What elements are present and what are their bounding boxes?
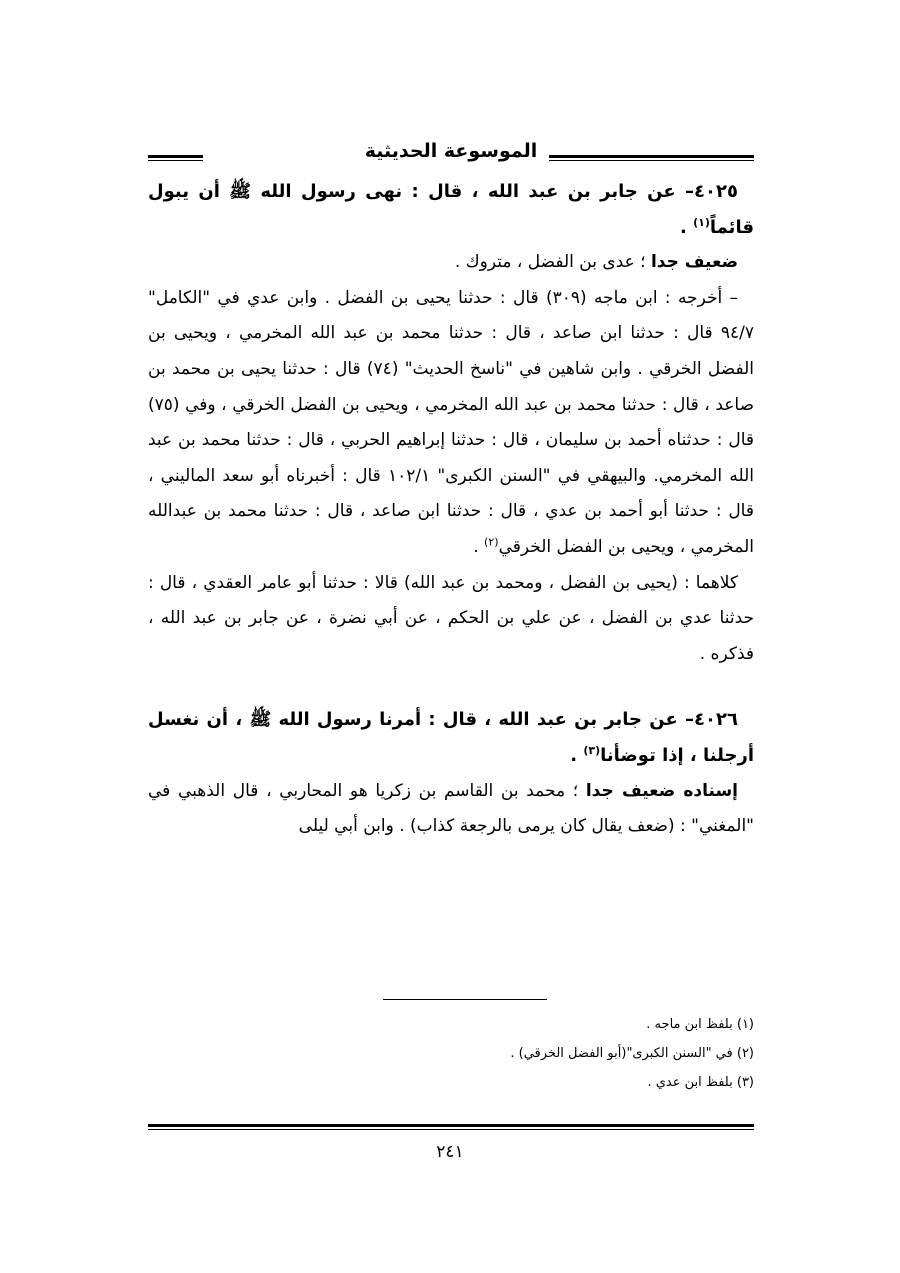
grade-4026-label: ضعيف جدا [585,780,676,801]
running-header [148,140,754,174]
book-title: الموسوعة الحديثية [353,140,550,162]
grade-4025 [148,245,754,281]
footnote-ref-3: (٣) [583,743,601,757]
grade-4026-note: ؛ محمد بن القاسم بن زكريا هو المحاربي ، قال الذهبي في "المغني" : (ضعف يقال كان يرمى بالرجعة كذاب) . وابن أبي ليلى [148,780,754,837]
hadith-4025-end: . [679,216,694,238]
grade-4025-label: ضعيف جدا [650,252,738,273]
header-title-wrap [148,140,754,162]
hadith-4026-end: . [570,744,584,766]
hadith-4025-text: ٤٠٢٥– عن جابر بن عبد الله ، قال : نهى رسول الله ﷺ أن يبول قائماً [148,181,754,238]
takhrij-4025-p2: كلاهما : (يحيى بن الفضل ، ومحمد بن عبد الله) قالا : حدثنا أبو عامر العقدي ، قال : حدثنا عدي بن الفضل ، عن علي بن الحكم ، عن أبي نضرة ، عن جابر بن عبد الله ، فذكره . [148,572,754,664]
footnote-ref-2: (٢) [484,535,499,549]
page-number: ٢٤١ [436,1142,464,1162]
footnotes [354,1010,754,1097]
footnote-2: (٢) في "السنن الكبرى"(أبو الفضل الخرقي) . [510,1046,754,1061]
page-content [148,140,754,845]
takhrij-4025-p1 [148,281,754,566]
footnote-3: (٣) بلفظ ابن عدي . [647,1075,754,1090]
grade-4026-prefix: إسناده [675,780,738,801]
hadith-4025 [148,174,754,245]
footnote-1: (١) بلفظ ابن ماجه . [646,1017,754,1032]
body-text [148,174,754,845]
grade-4025-note: ؛ عدى بن الفضل ، متروك . [454,252,651,273]
section-gap [148,672,754,702]
footnote-ref-1: (١) [693,215,710,229]
footnote-separator [383,999,547,1000]
hadith-4026 [148,702,754,773]
grade-4026 [148,774,754,845]
takhrij-4025-p1-end: . [473,536,485,557]
hadith-4026-text: ٤٠٢٦– عن جابر بن عبد الله ، قال : أمرنا رسول الله ﷺ ، أن نغسل أرجلنا ، إذا توضأنا [148,709,754,766]
footer-rule [148,1124,754,1130]
takhrij-4025-p1-text: – أخرجه : ابن ماجه (٣٠٩) قال : حدثنا يحيى بن الفضل . وابن عدي في "الكامل" ٩٤/٧ قال : حدثنا ابن صاعد ، قال : حدثنا محمد بن عبد الله المخرمي ، ويحيى بن الفضل الخرقي . وابن شاهين في "ناسخ الحديث" (٧٤) قال : حدثنا يحيى بن محمد بن صاعد ، قال : حدثنا محمد بن عبد الله المخرمي ، ويحيى بن الفضل الخرقي ، وفي (٧٥) قال : حدثناه أحمد بن سليمان ، قال : حدثنا إبراهيم الحربي ، قال : حدثنا محمد بن عبد الله المخرمي. والبيهقي في "السنن الكبرى" ١٠٢/١ قال : أخبرناه أبو سعد الماليني ، قال : حدثنا أبو أحمد بن عدي ، قال : حدثنا ابن صاعد ، قال : حدثنا محمد بن عبدالله المخرمي ، ويحيى بن الفضل الخرقي [148,287,755,557]
